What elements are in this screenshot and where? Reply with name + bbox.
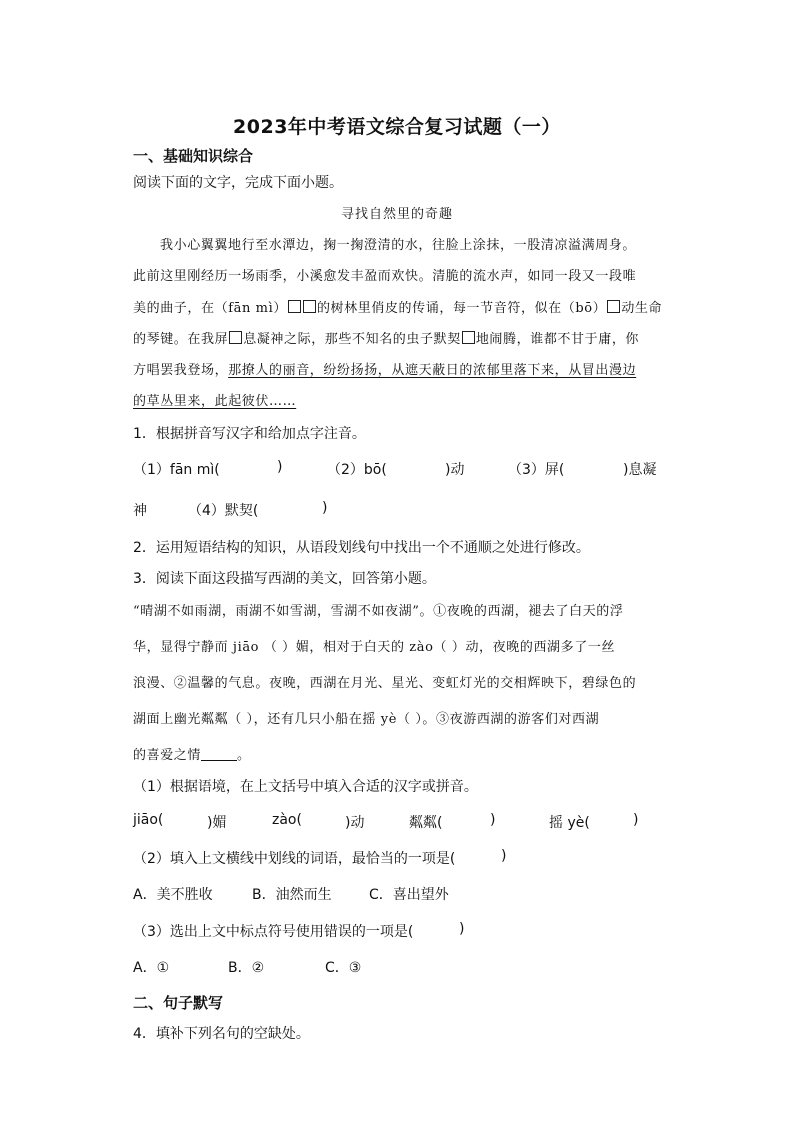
q3-sub-2: （2）填入上文横线中划线的词语，最恰当的一项是( [133, 851, 456, 867]
q3-sub-1: （1）根据语境，在上文括号中填入合适的汉字或拼音。 [133, 779, 478, 795]
q1-item-3: （3）屏( [508, 462, 565, 478]
option-b: B．油然而生 [252, 887, 332, 903]
doc-title: 2023年中考语文综合复习试题（一） [233, 116, 561, 138]
underlined-sentence: 那撩人的丽音，纷纷扬扬，从遮天蔽日的浓郁里落下来，从冒出漫边 [228, 363, 637, 378]
section2-heading: 二、句子默写 [133, 994, 224, 1012]
question-4: 4．填补下列名句的空缺处。 [133, 1026, 310, 1042]
q3-1-jiao-close: )媚 [207, 815, 227, 831]
answer-b: B．② [228, 960, 265, 976]
passage-line-3: 美的曲子，在（fān mì） 的树林里俏皮的传诵，每一节音符，似在（bō） 动生命 [133, 301, 663, 316]
answer-c: C．③ [325, 960, 362, 976]
blank-box [607, 300, 620, 313]
option-c: C．喜出望外 [369, 887, 449, 903]
blank-box [288, 300, 301, 313]
section1-heading: 一、基础知识综合 [133, 147, 254, 165]
passage-line-5: 方唱罢我登场，那撩人的丽音，纷纷扬扬，从遮天蔽日的浓郁里落下来，从冒出漫边 [133, 363, 637, 378]
passage-line-4: 的琴键。在我屏 息凝神之际，那些不知名的虫子默契 地闹腾，谁都不甘于庸，你 [133, 332, 640, 347]
q3-1-linlin-close: ) [490, 812, 496, 828]
q1-item-4-close: ) [322, 500, 328, 516]
q3-1-jiao: jiāo( [133, 812, 164, 828]
q3-1-ye-close: ) [633, 812, 639, 828]
blank-box [229, 331, 242, 344]
passage-line-2: 此前这里刚经历一场雨季，小溪愈发丰盈而欢快。清脆的流水声，如同一段又一段唯 [133, 269, 637, 284]
instruction: 阅读下面的文字，完成下面小题。 [133, 175, 343, 191]
answer-a: A．① [133, 960, 170, 976]
q3-1-zao-close: )动 [345, 815, 365, 831]
question-2: 2．运用短语结构的知识，从语段划线句中找出一个不通顺之处进行修改。 [133, 540, 590, 556]
question-1: 1．根据拼音写汉字和给加点字注音。 [133, 426, 366, 442]
blank-box [303, 300, 316, 313]
westlake-line-3: 浪漫、②温馨的气息。夜晚，西湖在月光、星光、变虹灯光的交相辉映下，碧绿色的 [133, 676, 637, 691]
option-a: A．美不胜收 [133, 887, 213, 903]
q1-item-1-close: ) [277, 459, 283, 475]
q1-item-2-close: )动 [445, 462, 465, 478]
q3-1-zao: zào( [272, 812, 302, 828]
passage-title: 寻找自然里的奇趣 [340, 207, 453, 222]
q3-sub-2-close: ) [501, 848, 507, 864]
q3-1-ye: 摇 yè( [549, 815, 590, 831]
q1-item-4: （4）默契( [188, 503, 259, 519]
q1-item-3-close: )息凝 [623, 462, 657, 478]
question-3: 3．阅读下面这段描写西湖的美文，回答第小题。 [133, 571, 436, 587]
q1-item-2: （2）bō( [327, 462, 387, 478]
q3-1-linlin: 粼粼( [409, 815, 443, 831]
westlake-line-2: 华，显得宁静而 jiāo （ ）媚，相对于白天的 zào（ ）动，夜晚的西湖多了一丝 [133, 640, 616, 655]
q1-item-1: （1）fān mì( [133, 462, 220, 478]
westlake-line-4: 湖面上幽光粼粼（ ），还有几只小船在摇 yè（ ）。③夜游西湖的游客们对西湖 [133, 712, 600, 727]
westlake-line-1: “晴湖不如雨湖，雨湖不如雪湖，雪湖不如夜湖”。①夜晚的西湖，褪去了白天的浮 [133, 604, 624, 619]
westlake-line-5: 的喜爱之情 。 [133, 748, 251, 763]
passage-line-6: 的草丛里来，此起彼伏…… [133, 394, 297, 409]
passage-line-1: 我小心翼翼地行至水潭边，掬一掬澄清的水，往脸上涂抹，一股清凉溢满周身。 [160, 238, 637, 253]
q3-sub-3: （3）选出上文中标点符号使用错误的一项是( [133, 924, 414, 940]
q3-sub-3-close: ) [459, 921, 465, 937]
blank-box [462, 331, 475, 344]
fill-blank [201, 748, 237, 761]
q1-item-3-cont: 神 [133, 503, 147, 519]
